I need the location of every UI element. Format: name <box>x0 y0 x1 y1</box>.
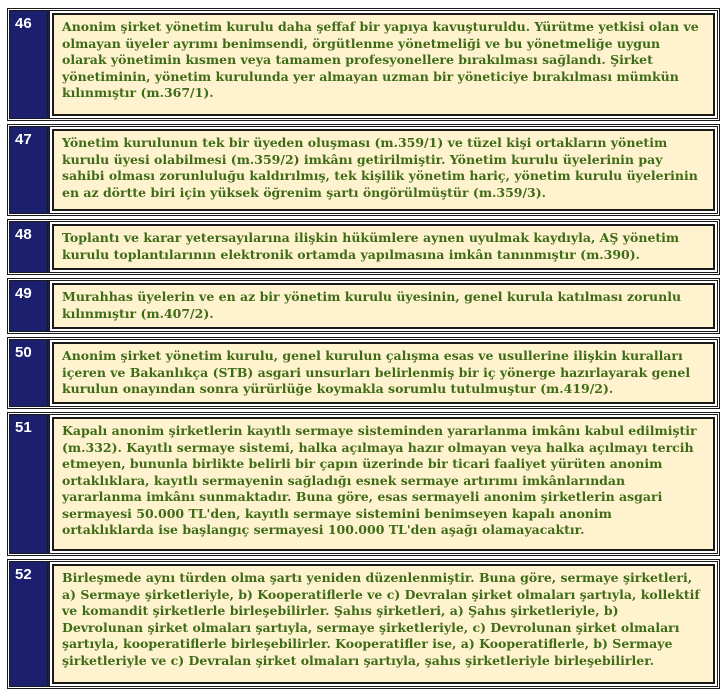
table-row <box>7 412 720 556</box>
row-text: Anonim şirket yönetim kurulu daha şeffaf bir yapıya kavuşturuldu. Yürütme yetkisi olan ve olmayan üyeler ayrımı benimsendi, örgütlenme yönetmeliği ve bu yönetmeliğe uygun olarak yönetimin kısmen veya tamamen profesyonellere bırakılması sağlandı. Şirket yönetiminin, yönetim kurulunda yer almayan uzman bir yöneticiye bırakılması mümkün kılınmıştır (m.367/1). <box>52 13 715 116</box>
row-number: 52 <box>10 562 50 686</box>
table-row <box>7 124 720 216</box>
table-row <box>7 559 720 689</box>
row-text: Kapalı anonim şirketlerin kayıtlı sermaye sisteminden yararlanma imkânı kabul edilmiştir (m.332). Kayıtlı sermaye sistemi, halka açılmaya hazır olmayan veya halka açılmayı tercih etmeyen, bununla birlikte belirli bir çapın üzerinde bir ticari faaliyet yürüten anonim ortaklıklara, kayıtlı sermayenin sağladığı esnek sermaye artırımı imkânlarından yararlanma imkânı sunmaktadır. Buna göre, esas sermayeli anonim şirketlerin asgari sermayesi 50.000 TL'den, kayıtlı sermaye sistemini benimseyen kapalı anonim ortaklıklarda ise başlangıç sermayesi 100.000 TL'den aşağı olamayacaktır. <box>52 417 715 551</box>
table-row <box>7 278 720 334</box>
articles-table <box>7 8 720 692</box>
row-text: Yönetim kurulunun tek bir üyeden oluşması (m.359/1) ve tüzel kişi ortakların yönetim kurulu üyesi olabilmesi (m.359/2) imkânı getirilmiştir. Yönetim kurulu üyelerinin pay sahibi olması zorunluluğu kaldırılmış, tek kişilik yönetim hariç, yönetim kurulu üyelerinin en az dörtte biri için yüksek öğrenim şartı öngörülmüştür (m.359/3). <box>52 129 715 211</box>
row-text: Anonim şirket yönetim kurulu, genel kurulun çalışma esas ve usullerine ilişkin kuralları içeren ve Bakanlıkça (STB) asgari unsurları belirlenmiş bir iç yönerge hazırlayarak genel kurulun onayından sonra yürürlüğe koymakla sorumlu tutulmuştur (m.419/2). <box>52 342 715 404</box>
table-row <box>7 337 720 409</box>
row-number: 47 <box>10 127 50 213</box>
row-text: Murahhas üyelerin ve en az bir yönetim kurulu üyesinin, genel kurula katılması zorunlu kılınmıştır (m.407/2). <box>52 283 715 329</box>
row-text: Toplantı ve karar yetersayılarına ilişkin hükümlere aynen uyulmak kaydıyla, AŞ yönetim kurulu toplantılarının elektronik ortamda yapılmasına imkân tanınmıştır (m.390). <box>52 224 715 270</box>
row-number: 48 <box>10 222 50 272</box>
row-number: 46 <box>10 11 50 118</box>
row-number: 51 <box>10 415 50 553</box>
row-number: 49 <box>10 281 50 331</box>
table-row <box>7 8 720 121</box>
table-row <box>7 219 720 275</box>
row-number: 50 <box>10 340 50 406</box>
row-text: Birleşmede aynı türden olma şartı yeniden düzenlenmiştir. Buna göre, sermaye şirketleri, a) Sermaye şirketleriyle, b) Kooperatiflerle ve c) Devralan şirket olmaları şartıyla, kollektif ve komandit şirketlerle birleşebilirler. Şahıs şirketleri, a) Şahıs şirketleriyle, b) Devrolunan şirket olmaları şartıyla, sermaye şirketleriyle, c) Devrolunan şirket olmaları şartıyla, kooperatiflerle birleşebilirler. Kooperatifler ise, a) Kooperatiflerle, b) Sermaye şirketleriyle ve c) Devralan şirket olmaları şartıyla, şahıs şirketleriyle birleşebilirler. <box>52 564 715 684</box>
